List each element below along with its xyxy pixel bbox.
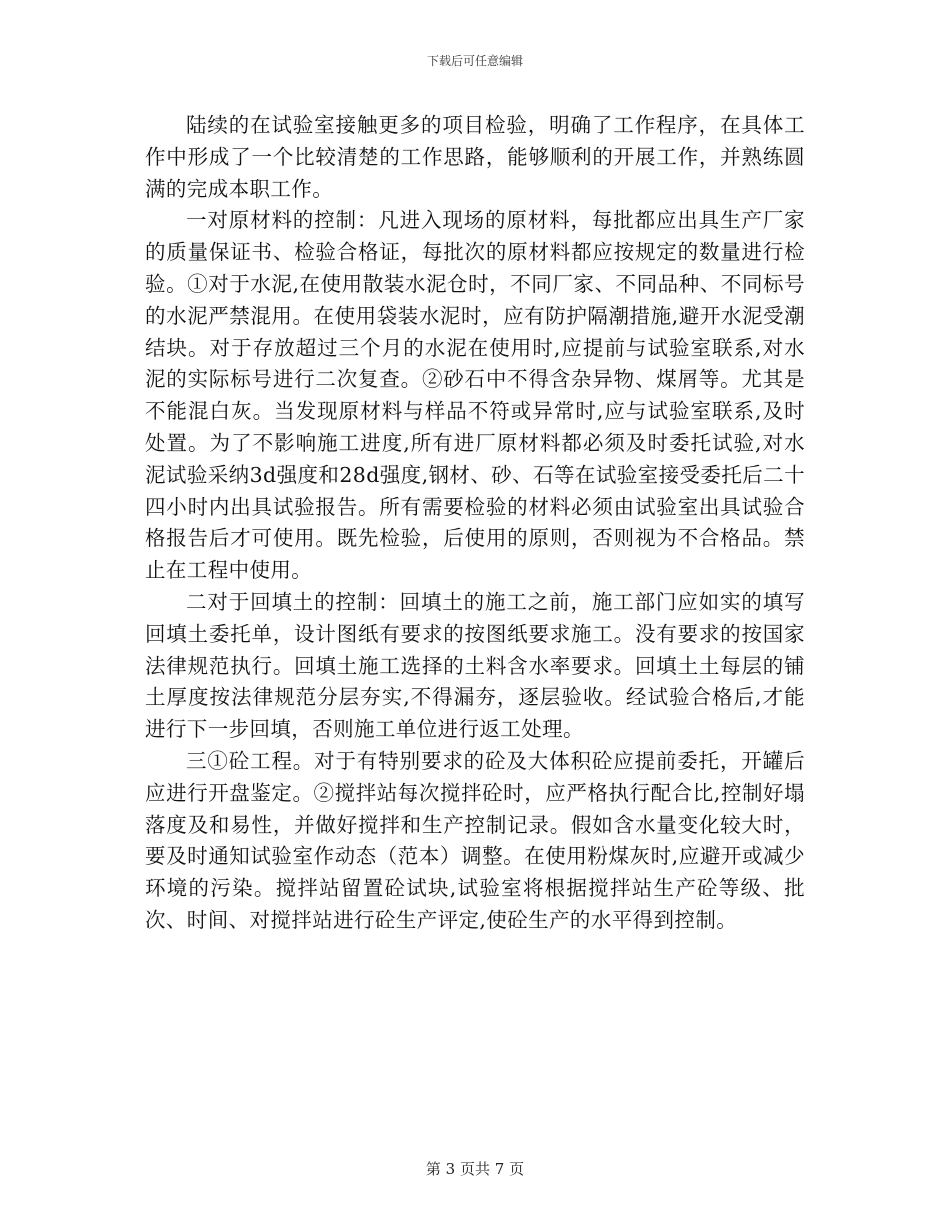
paragraph-work-summary: 陆续的在试验室接触更多的项目检验，明确了工作程序，在具体工作中形成了一个比较清楚的工作思路，能够顺利的开展工作，并熟练圆满的完成本职工作。 bbox=[145, 113, 805, 201]
document-body bbox=[145, 110, 805, 937]
paragraph-concrete-works: 三①砼工程。对于有特别要求的砼及大体积砼应提前委托，开罐后应进行开盘鉴定。②搅拌站每次搅拌砼时，应严格执行配合比,控制好塌落度及和易性，并做好搅拌和生产控制记录。假如含水量变化较大时，要及时通知试验室作动态（范本）调整。在使用粉煤灰时,应避开或减少环境的污染。搅拌站留置砼试块,试验室将根据搅拌站生产砼等级、批次、时间、对搅拌站进行砼生产评定,使砼生产的水平得到控制。 bbox=[145, 748, 805, 932]
page-number: 第 3 页共 7 页 bbox=[425, 1160, 525, 1178]
page-header: 下载后可任意编辑 bbox=[426, 54, 523, 68]
paragraph-raw-material-control: 一对原材料的控制：凡进入现场的原材料，每批都应出具生产厂家的质量保证书、检验合格证，每批次的原材料都应按规定的数量进行检验。①对于水泥,在使用散装水泥仓时，不同厂家、不同品种、不同标号的水泥严禁混用。在使用袋装水泥时，应有防护隔潮措施,避开水泥受潮结块。对于存放超过三个月的水泥在使用时,应提前与试验室联系,对水泥的实际标号进行二次复查。②砂石中不得含杂异物、煤屑等。尤其是不能混白灰。当发现原材料与样品不符或异常时,应与试验室联系,及时处置。为了不影响施工进度,所有进厂原材料都必须及时委托试验,对水泥试验采纳3d强度和28d强度,钢材、砂、石等在试验室接受委托后二十四小时内出具试验报告。所有需要检验的材料必须由试验室出具试验合格报告后才可使用。既先检验，后使用的原则，否则视为不合格品。禁止在工程中使用。 bbox=[145, 208, 805, 583]
paragraph-backfill-control: 二对于回填土的控制：回填土的施工之前，施工部门应如实的填写回填土委托单，设计图纸有要求的按图纸要求施工。没有要求的按国家法律规范执行。回填土施工选择的土料含水率要求。回填土土每层的铺土厚度按法律规范分层夯实,不得漏夯，逐层验收。经试验合格后,才能进行下一步回填，否则施工单位进行返工处理。 bbox=[145, 589, 805, 742]
